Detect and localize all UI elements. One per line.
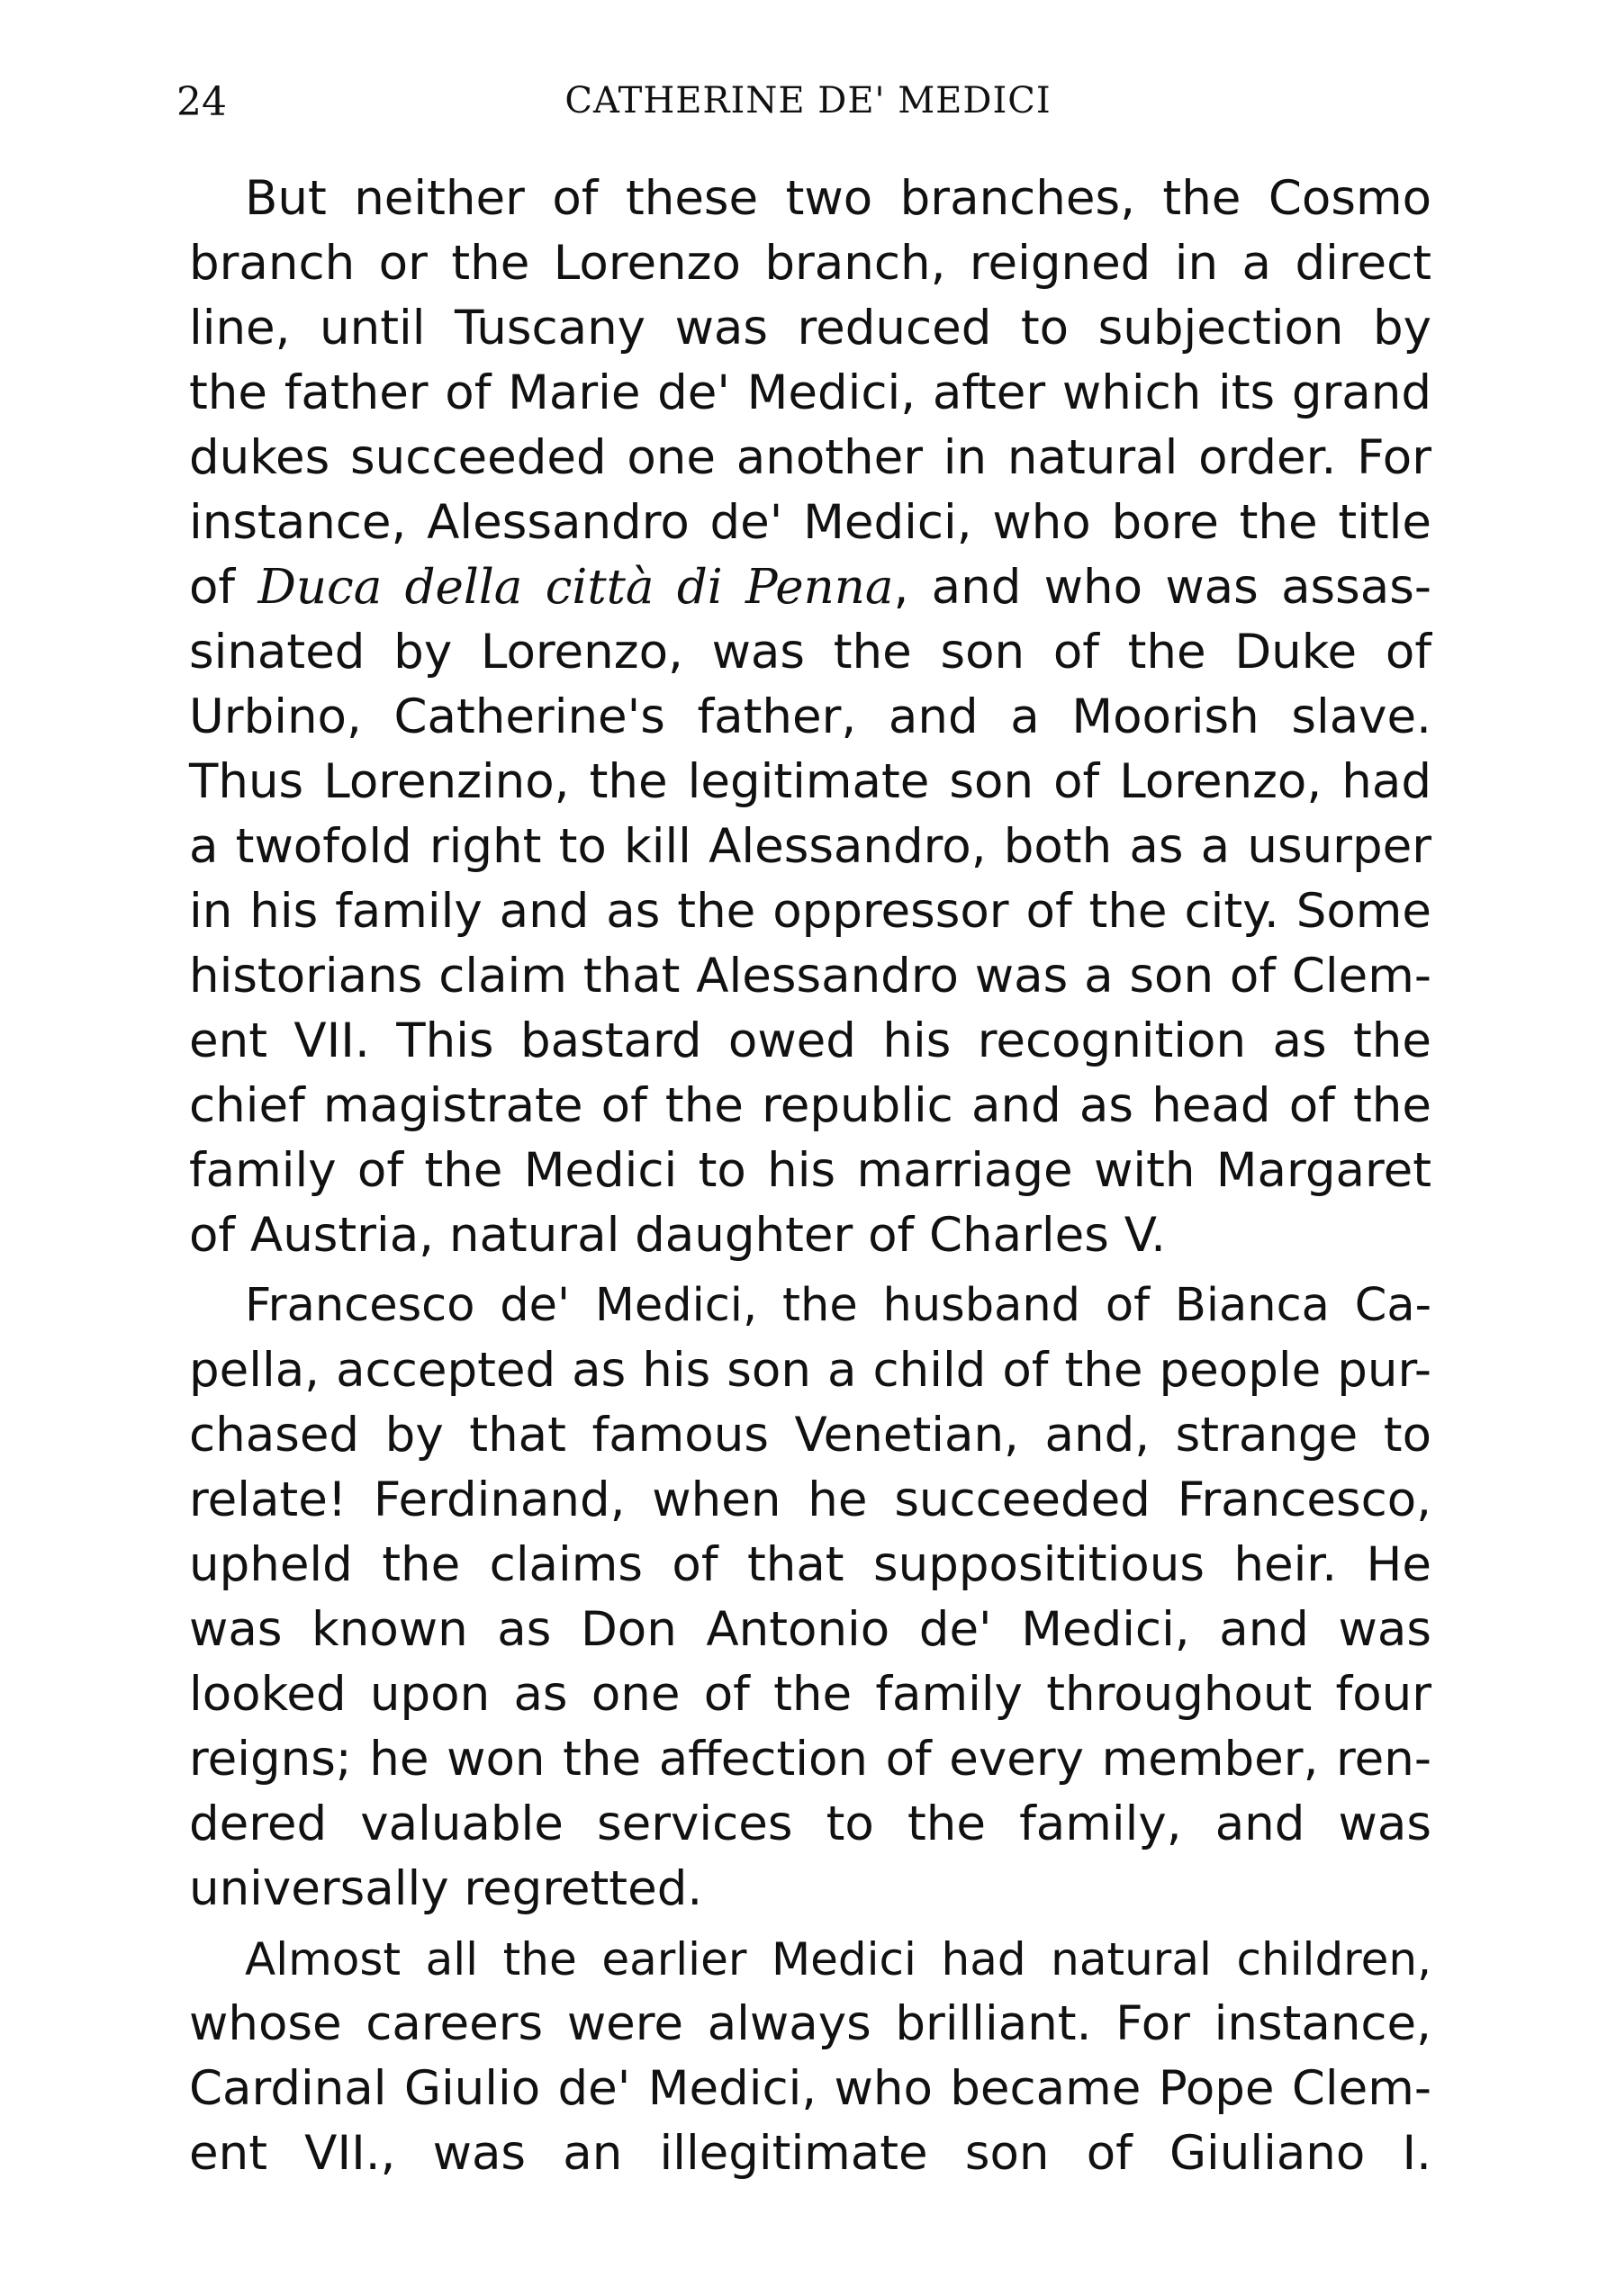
text-line: Cardinal Giulio de' Medici, who became Pope Clem- — [189, 2061, 1431, 2116]
text-line: looked upon as one of the family throughout four — [189, 1667, 1431, 1722]
text-line: chief magistrate of the republic and as head of the — [189, 1078, 1431, 1133]
text-line: Thus Lorenzino, the legitimate son of Lorenzo, had — [189, 754, 1431, 809]
body-text — [189, 167, 1431, 2186]
italic-title-phrase: Duca della città di Penna — [257, 560, 894, 615]
text-line: Francesco de' Medici, the husband of Bianca Ca- — [245, 1279, 1431, 1332]
text-line: Urbino, Catherine's father, and a Moorish slave. — [189, 689, 1431, 744]
text-line: But neither of these two branches, the Cosmo — [245, 171, 1431, 226]
text-line: reigns; he won the affection of every member, ren- — [189, 1732, 1431, 1787]
text-line: universally regretted. — [189, 1861, 703, 1916]
text-line: upheld the claims of that supposititious heir. He — [189, 1537, 1431, 1592]
text-line-with-italic-title: of Duca della città di Penna, and who was assas- — [189, 560, 1431, 615]
text-line: a twofold right to kill Alessandro, both as a usurper — [189, 819, 1431, 874]
text-line: branch or the Lorenzo branch, reigned in a direct — [189, 236, 1431, 291]
text-line: sinated by Lorenzo, was the son of the Duke of — [189, 625, 1431, 680]
text-line: whose careers were always brilliant. For instance, — [189, 1996, 1431, 2051]
text-line: was known as Don Antonio de' Medici, and was — [189, 1602, 1431, 1657]
text-line: in his family and as the oppressor of the city. Some — [189, 884, 1431, 939]
text-line: chased by that famous Venetian, and, strange to — [189, 1408, 1431, 1463]
text-line: dukes succeeded one another in natural order. For — [189, 430, 1431, 485]
text-line: historians claim that Alessandro was a son of Clem- — [189, 949, 1431, 1004]
paragraph-2 — [189, 1274, 1431, 1922]
paragraph-1 — [189, 167, 1431, 1268]
text-line: ent VII. This bastard owed his recognition as the — [189, 1013, 1431, 1068]
paragraph-3 — [189, 1927, 1431, 2186]
running-title: CATHERINE DE' MEDICI — [564, 80, 1052, 122]
text-line: pella, accepted as his son a child of the people pur- — [189, 1343, 1431, 1398]
text-line: dered valuable services to the family, and was — [189, 1796, 1431, 1851]
text-line: the father of Marie de' Medici, after which its grand — [189, 365, 1431, 420]
text-line: Almost all the earlier Medici had natural children, — [245, 1933, 1431, 1985]
text-line: of Austria, natural daughter of Charles V. — [189, 1208, 1166, 1263]
text-line: ent VII., was an illegitimate son of Giuliano I. — [189, 2126, 1431, 2181]
text-line: relate! Ferdinand, when he succeeded Francesco, — [189, 1472, 1431, 1527]
text-line: instance, Alessandro de' Medici, who bore the title — [189, 495, 1431, 550]
text-line: family of the Medici to his marriage with Margaret — [189, 1143, 1431, 1198]
text-line: line, until Tuscany was reduced to subjection by — [189, 301, 1431, 356]
page-number: 24 — [176, 79, 227, 125]
